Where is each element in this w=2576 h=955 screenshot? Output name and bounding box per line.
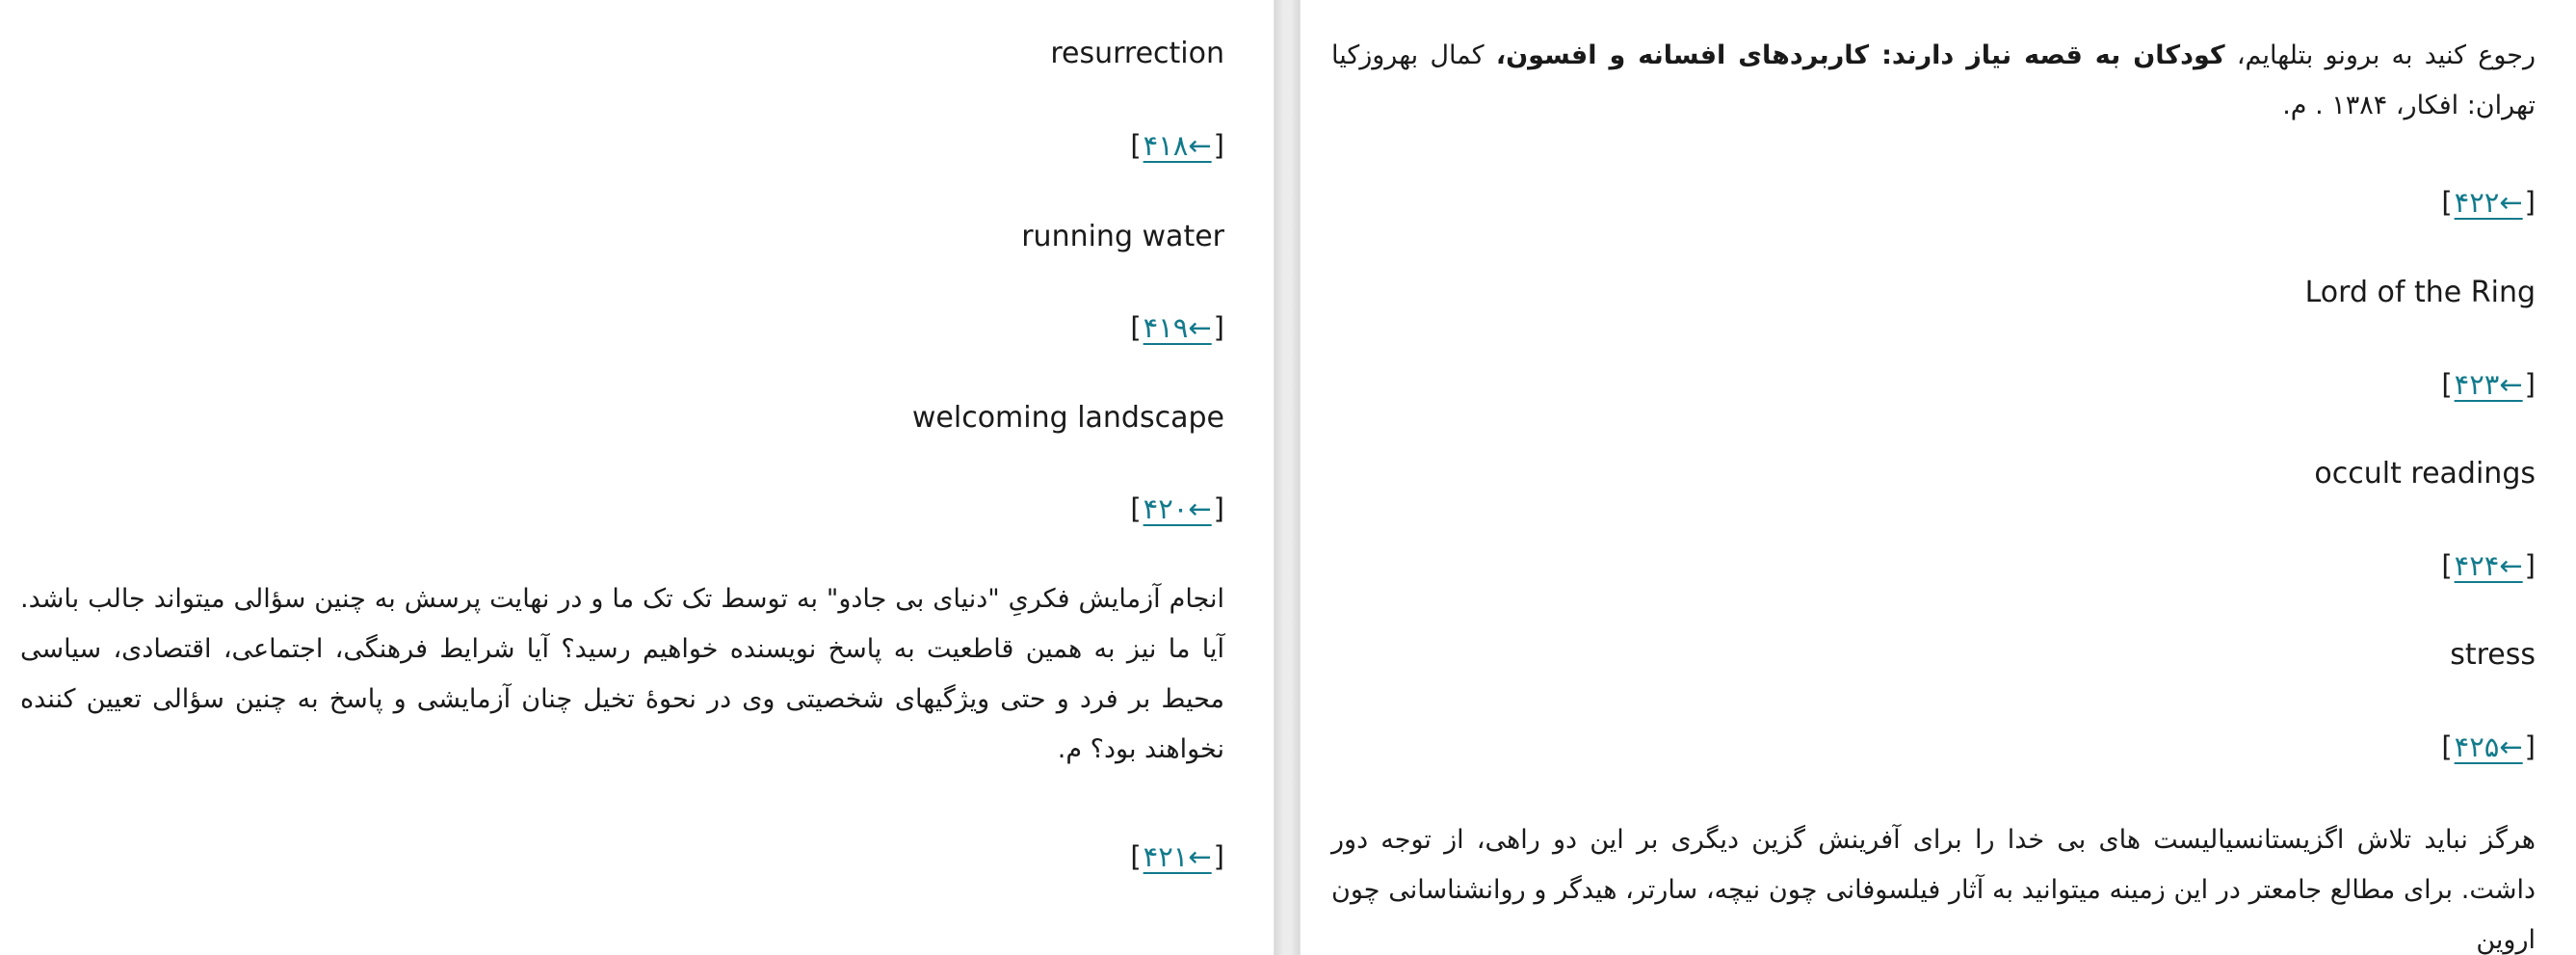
bracket-close: ]: [2524, 549, 2536, 582]
footnote-text-426: هرگز نباید تلاش اگزیستانسیالیست های بی خدا را برای آفرینش گزین دیگری بر این دو راهی، از توجه دور داشت. برای مطالع جامعتر در این زمینه میتوانید به آثار فیلسوفانی چون نیچه، سارتر، هیدگر و روانشناسانی چون اروین: [1331, 825, 2536, 955]
left-page: [0, 0, 1275, 955]
footnote-link-421[interactable]: ۴۲۱←: [1143, 840, 1212, 873]
footnote-ref-420: [1130, 490, 1224, 528]
footnote-link-423[interactable]: ۴۲۳←: [2454, 368, 2523, 401]
bracket-open: [: [1130, 492, 1142, 525]
footnote-link-418[interactable]: ۴۱۸←: [1143, 129, 1212, 162]
bracket-close: ]: [2524, 730, 2536, 763]
term-welcoming-landscape: welcoming landscape: [911, 401, 1224, 435]
bracket-open: [: [1130, 840, 1142, 873]
footnote-ref-418: [1130, 126, 1224, 165]
term-lord-of-the-ring: Lord of the Ring: [2304, 276, 2536, 309]
footnote-link-420[interactable]: ۴۲۰←: [1143, 492, 1212, 525]
book-title: کودکان به قصه نیاز دارند: کاربردهای افسانه و افسون،: [1495, 40, 2225, 70]
term-running-water: running water: [1021, 220, 1224, 253]
footnote-ref-423: [2441, 365, 2536, 404]
footnote-ref-425: [2441, 728, 2536, 766]
footnote-text-421: انجام آزمایش فکریِ "دنیای بی جادو" به توسط تک تک ما و در نهایت پرسش به چنین سؤالی میتواند جالب باشد. آیا ما نیز به همین قاطعیت به پاسخ نویسنده خواهیم رسید؟ آیا شرایط فرهنگی، اجتماعی، اقتصادی، سیاسی محیط بر فرد و حتی ویژگیهای شخصیتی وی در نحوهٔ تخیل چنان آزمایشی و پاسخ به چنین سؤالی تعیین کننده نخواهند بود؟ م.: [20, 584, 1224, 764]
bracket-close: ]: [1213, 840, 1224, 873]
bracket-open: [: [2441, 186, 2453, 219]
term-stress: stress: [2450, 638, 2536, 672]
footnote-text-422: [1331, 31, 2536, 131]
footnote-ref-424: [2441, 546, 2536, 585]
footnote-link-422[interactable]: ۴۲۲←: [2454, 186, 2523, 219]
bracket-close: ]: [2524, 186, 2536, 219]
bracket-close: ]: [1213, 492, 1224, 525]
citation-suffix: کمال بهروزکیا تهران: افکار، ۱۳۸۴ . م.: [1331, 40, 2536, 120]
footnote-link-424[interactable]: ۴۲۴←: [2454, 549, 2523, 582]
bracket-open: [: [1130, 311, 1142, 344]
footnote-ref-421: [1130, 837, 1224, 876]
footnote-ref-422: [2441, 183, 2536, 222]
right-page: [1300, 0, 2576, 955]
bracket-close: ]: [1213, 129, 1224, 162]
bracket-open: [: [2441, 549, 2453, 582]
term-resurrection: resurrection: [1050, 37, 1224, 70]
footnote-link-419[interactable]: ۴۱۹←: [1143, 311, 1212, 344]
page-gutter: [1275, 0, 1300, 955]
footnote-link-425[interactable]: ۴۲۵←: [2454, 730, 2523, 763]
citation-prefix: رجوع کنید به برونو بتلهایم،: [2236, 40, 2536, 70]
bracket-open: [: [1130, 129, 1142, 162]
bracket-close: ]: [1213, 311, 1224, 344]
footnote-ref-419: [1130, 308, 1224, 347]
term-occult-readings: occult readings: [2314, 457, 2536, 491]
bracket-open: [: [2441, 368, 2453, 401]
bracket-close: ]: [2524, 368, 2536, 401]
bracket-open: [: [2441, 730, 2453, 763]
